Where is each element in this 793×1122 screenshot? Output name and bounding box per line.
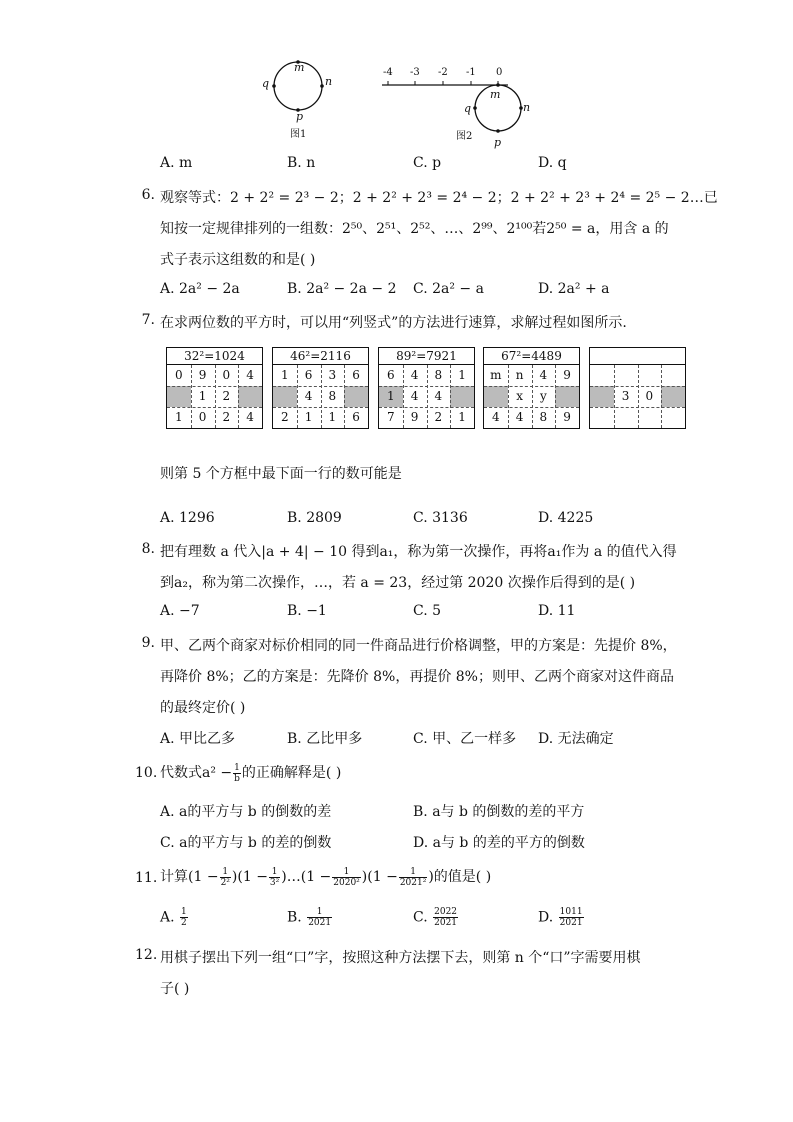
grid-cell: 0: [645, 389, 654, 403]
q6-text-line: 知按一定规律排列的一组数：2⁵⁰、2⁵¹、2⁵²、…、2⁹⁹、2¹⁰⁰若2⁵⁰ = a，用含 a 的: [160, 221, 669, 237]
calc-box: [166, 347, 263, 429]
grid-cell: 3: [328, 368, 337, 382]
option-fraction: [180, 907, 188, 928]
grid-cell: 9: [198, 368, 207, 382]
grid-cell: [590, 365, 614, 386]
grid-cell: 2: [222, 389, 231, 403]
calc-box: [483, 347, 580, 429]
q11-stem-text: )(1 −: [231, 869, 268, 885]
fig2-label-q: q: [464, 102, 472, 115]
q10-option-b[interactable]: B. a与 b 的倒数的差的平方: [413, 804, 585, 820]
question-number: 10.: [135, 765, 158, 781]
grid-cell: [638, 407, 662, 428]
fraction-numerator: 1: [332, 867, 361, 878]
fraction-denominator: 2021²: [399, 877, 427, 888]
grid-cell: 0: [198, 410, 207, 424]
fig2-tick: -2: [438, 67, 448, 78]
grid-cell: [614, 407, 638, 428]
q10-option-c[interactable]: C. a的平方与 b 的差的倒数: [160, 835, 332, 851]
q6-option-a[interactable]: A. 2a² − 2a: [160, 281, 240, 297]
q7-text-line: 则第 5 个方框中最下面一行的数可能是: [160, 466, 402, 482]
grid-cell: 2: [222, 410, 231, 424]
q7-option-d[interactable]: D. 4225: [538, 510, 594, 526]
question-number: 12.: [135, 947, 158, 963]
calc-box-grid: [167, 365, 262, 428]
grid-cell: 0: [175, 368, 183, 382]
grid-cell: [167, 386, 191, 407]
q6-text-line: 式子表示这组数的和是( ): [160, 252, 316, 268]
question-number: 7.: [141, 312, 155, 328]
fig1-label-n: n: [325, 75, 333, 88]
grid-cell: [344, 386, 368, 407]
q7-option-a[interactable]: A. 1296: [160, 510, 215, 526]
fig2-label-p: p: [494, 136, 502, 149]
q6-option-d[interactable]: D. 2a² + a: [538, 281, 610, 297]
fraction-numerator: 1: [220, 867, 231, 878]
q5-option-a[interactable]: A. m: [160, 155, 193, 171]
q9-option-b[interactable]: B. 乙比甲多: [287, 731, 363, 747]
q7-text-line: 在求两位数的平方时，可以用“列竖式”的方法进行速算，求解过程如图所示.: [160, 315, 627, 331]
fig2-label-m: m: [490, 88, 501, 101]
fig2-tick: 0: [496, 67, 503, 78]
q5-option-b[interactable]: B. n: [287, 155, 316, 171]
question-number: 8.: [141, 541, 155, 557]
q11-fraction: [269, 867, 280, 888]
grid-cell: 9: [410, 410, 419, 424]
grid-cell: 4: [246, 368, 254, 382]
grid-cell: 1: [387, 389, 395, 403]
calc-box-title: 67²=4489: [484, 348, 579, 365]
option-label: A.: [160, 909, 175, 926]
q5-option-c[interactable]: C. p: [413, 155, 442, 171]
fig1-label-p: p: [296, 110, 304, 123]
fraction-numerator: 1: [399, 867, 428, 878]
fraction-denominator: b: [234, 773, 240, 784]
grid-cell: 2: [281, 410, 289, 424]
q8-option-c[interactable]: C. 5: [413, 603, 442, 619]
q7-option-b[interactable]: B. 2809: [287, 510, 342, 526]
grid-cell: 4: [410, 368, 419, 382]
q9-text-line: 的最终定价( ): [160, 700, 246, 716]
q9-text-line: 再降价 8%；乙的方案是：先降价 8%，再提价 8%；则甲、乙两个商家对这件商品: [160, 669, 674, 685]
fig2-tick: -3: [410, 67, 420, 78]
fig2-caption: 图2: [456, 131, 473, 142]
grid-cell: [661, 407, 685, 428]
option-label: B.: [287, 909, 302, 926]
grid-cell: 3: [621, 389, 630, 403]
grid-cell: 8: [539, 410, 548, 424]
q11-stem-text: )…(1 −: [281, 869, 332, 885]
question-number: 9.: [141, 635, 155, 651]
grid-cell: 9: [563, 368, 571, 382]
grid-cell: 1: [175, 410, 183, 424]
calc-box: [378, 347, 475, 429]
q8-option-a[interactable]: A. −7: [160, 603, 200, 619]
q10-option-d[interactable]: D. a与 b 的差的平方的倒数: [413, 835, 585, 851]
fig1-label-m: m: [294, 61, 305, 74]
fig2-tick: -4: [383, 67, 393, 78]
option-fraction: [559, 907, 584, 928]
grid-cell: [450, 386, 474, 407]
grid-cell: y: [539, 389, 547, 403]
grid-cell: [614, 365, 638, 386]
calc-box-grid: [379, 365, 474, 428]
fig2-label-n: n: [523, 101, 531, 114]
q11-fraction: [332, 867, 361, 888]
q10-option-a[interactable]: A. a的平方与 b 的倒数的差: [160, 804, 332, 820]
grid-cell: 2: [434, 410, 443, 424]
grid-cell: [661, 386, 685, 407]
fraction-numerator: 1: [181, 907, 187, 917]
q11-stem-text: )的值是( ): [428, 869, 492, 885]
q5-option-d[interactable]: D. q: [538, 155, 567, 171]
fig1-caption: 图1: [290, 129, 307, 140]
q11-option-a[interactable]: [160, 907, 189, 928]
fraction-numerator: 1: [307, 907, 332, 918]
q11-fraction: [399, 867, 428, 888]
calc-box-grid: [590, 365, 685, 428]
grid-cell: 8: [328, 389, 337, 403]
option-label: C.: [413, 909, 428, 926]
fraction-denominator: 3²: [269, 877, 280, 888]
q9-option-c[interactable]: C. 甲、乙一样多: [413, 731, 517, 747]
grid-cell: 4: [539, 368, 548, 382]
grid-cell: m: [490, 368, 502, 382]
fig1-label-q: q: [262, 77, 270, 90]
question-number: 6.: [141, 187, 155, 203]
fraction-numerator: 1: [269, 867, 280, 878]
grid-cell: 4: [410, 389, 419, 403]
fraction-denominator: 2021: [434, 918, 458, 928]
grid-cell: n: [515, 368, 524, 382]
grid-cell: 1: [198, 389, 207, 403]
grid-cell: 6: [387, 368, 395, 382]
grid-cell: 4: [434, 389, 443, 403]
grid-cell: 9: [563, 410, 571, 424]
fig2-tick: -1: [466, 67, 476, 78]
grid-cell: [661, 365, 685, 386]
q12-text-line: 子( ): [160, 981, 190, 997]
grid-cell: [238, 386, 262, 407]
grid-cell: 1: [304, 410, 313, 424]
fraction-denominator: 2021: [559, 918, 583, 928]
q12-text-line: 用棋子摆出下列一组“口”字，按照这种方法摆下去，则第 n 个“口”字需要用棋: [160, 950, 641, 966]
grid-cell: 8: [434, 368, 443, 382]
q10-fraction: [233, 763, 241, 784]
q10-stem: [160, 762, 341, 784]
grid-cell: [484, 386, 508, 407]
grid-cell: 0: [222, 368, 231, 382]
fraction-numerator: 1011: [559, 907, 583, 917]
q9-option-a[interactable]: A. 甲比乙多: [160, 731, 236, 747]
q11-stem: [160, 866, 491, 888]
option-fraction: [307, 907, 332, 928]
q6-option-c[interactable]: C. 2a² − a: [413, 281, 484, 297]
fraction-denominator: 2021: [308, 918, 332, 928]
q11-option-b[interactable]: [287, 907, 333, 928]
grid-cell: [273, 386, 297, 407]
q11-stem-text: )(1 −: [361, 869, 398, 885]
q10-stem-pre: 代数式a² −: [160, 765, 233, 781]
q10-stem-post: 的正确解释是( ): [241, 765, 342, 781]
grid-cell: 4: [515, 410, 524, 424]
grid-cell: 6: [352, 368, 360, 382]
grid-cell: [638, 365, 662, 386]
q9-text-line: 甲、乙两个商家对标价相同的同一件商品进行价格调整，甲的方案是：先提价 8%，: [160, 638, 677, 654]
q11-fraction: [220, 867, 231, 888]
fraction-numerator: 2022: [434, 907, 458, 917]
grid-cell: 6: [304, 368, 313, 382]
q8-text-line: 到a₂，称为第二次操作，…，若 a = 23，经过第 2020 次操作后得到的是( ): [160, 575, 636, 591]
q6-text-line: 观察等式：2 + 2² = 2³ − 2；2 + 2² + 2³ = 2⁴ − 2；2 + 2² + 2³ + 2⁴ = 2⁵ − 2…已: [160, 190, 718, 206]
calc-box-title: 32²=1024: [167, 348, 262, 365]
q11-stem-text: 计算(1 −: [160, 869, 219, 885]
q11-option-d[interactable]: [538, 907, 585, 928]
grid-cell: 4: [246, 410, 254, 424]
question-number: 11.: [135, 870, 158, 886]
q11-option-c[interactable]: [413, 907, 459, 928]
grid-cell: 4: [492, 410, 500, 424]
calc-box-grid: [484, 365, 579, 428]
grid-cell: [555, 386, 579, 407]
q6-option-b[interactable]: B. 2a² − 2a − 2: [287, 281, 397, 297]
calc-box: [589, 347, 686, 429]
grid-cell: 1: [281, 368, 289, 382]
grid-cell: 4: [304, 389, 313, 403]
grid-cell: [590, 386, 614, 407]
calc-box-title: [590, 348, 685, 365]
grid-cell: x: [516, 389, 524, 403]
option-label: D.: [538, 909, 554, 926]
fraction-denominator: 2: [181, 918, 187, 928]
fraction-denominator: 2020²: [333, 877, 360, 888]
q8-option-b[interactable]: B. −1: [287, 603, 327, 619]
calc-box-title: 89²=7921: [379, 348, 474, 365]
grid-cell: 1: [458, 410, 466, 424]
calc-box-grid: [273, 365, 368, 428]
q8-text-line: 把有理数 a 代入|a + 4| − 10 得到a₁，称为第一次操作，再将a₁作为 a 的值代入得: [160, 544, 677, 560]
calc-box: [272, 347, 369, 429]
calc-box-title: 46²=2116: [273, 348, 368, 365]
option-fraction: [433, 907, 458, 928]
grid-cell: 7: [387, 410, 395, 424]
fraction-denominator: 2²: [220, 877, 230, 888]
grid-cell: [590, 407, 614, 428]
q9-option-d[interactable]: D. 无法确定: [538, 731, 614, 747]
grid-cell: 6: [352, 410, 360, 424]
q7-option-c[interactable]: C. 3136: [413, 510, 468, 526]
fraction-numerator: 1: [234, 762, 240, 773]
grid-cell: 1: [458, 368, 466, 382]
q8-option-d[interactable]: D. 11: [538, 603, 576, 619]
grid-cell: 1: [328, 410, 337, 424]
